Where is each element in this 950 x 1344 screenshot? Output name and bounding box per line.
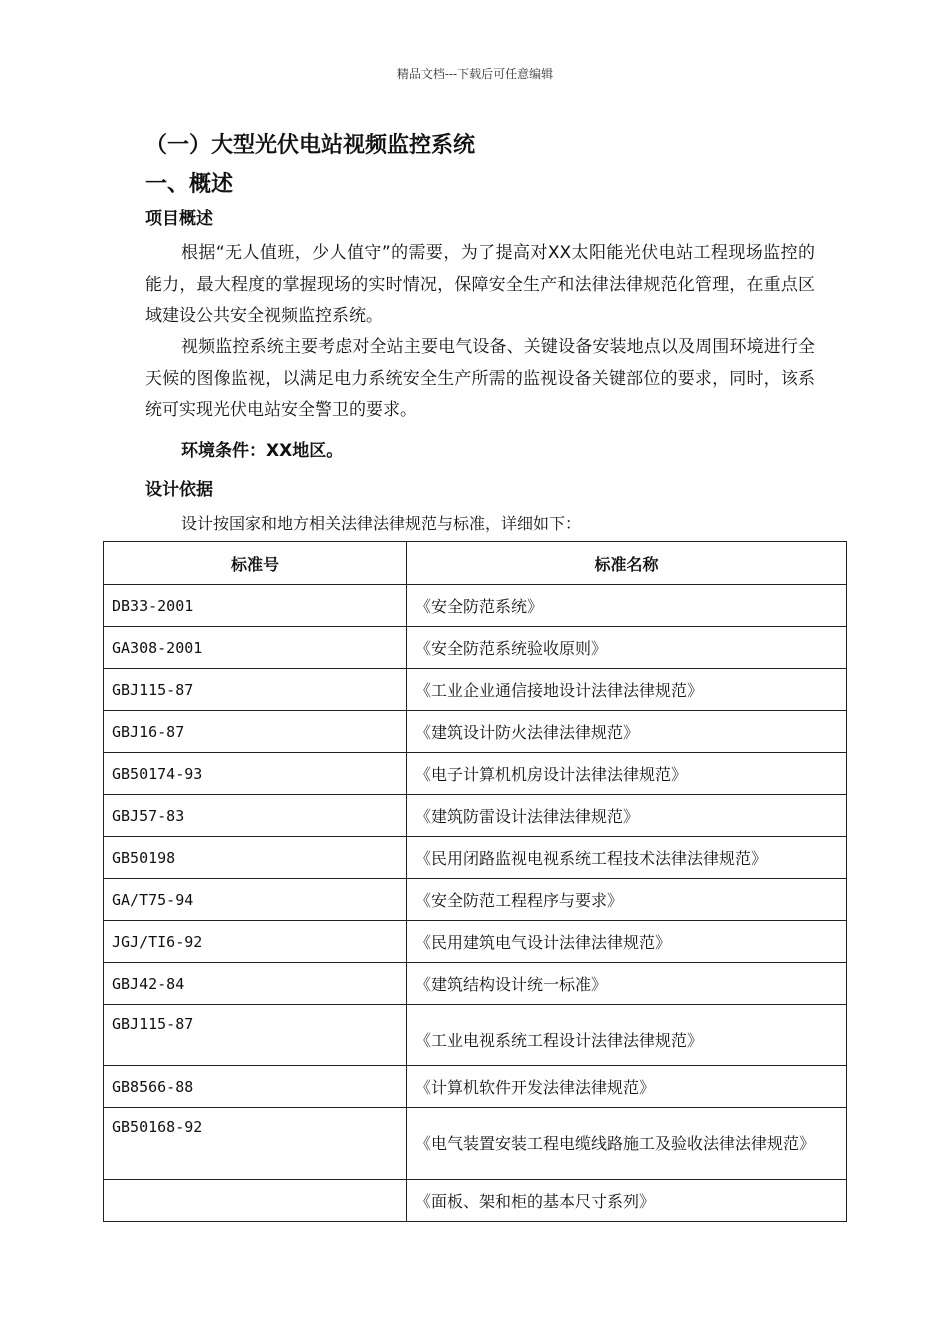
- environment-conditions: 环境条件：XX地区。: [181, 441, 344, 461]
- table-row: [104, 585, 847, 627]
- standard-name: 《电气装置安装工程电缆线路施工及验收法律法律规范》: [407, 1108, 847, 1180]
- section-title: 一、概述: [145, 172, 234, 197]
- standard-code: GB50174-93: [104, 753, 407, 795]
- design-basis-lead: 设计按国家和地方相关法律法律规范与标准，详细如下：: [181, 514, 582, 533]
- standards-table: [103, 541, 847, 1222]
- table-row: [104, 753, 847, 795]
- standard-code: GBJ16-87: [104, 711, 407, 753]
- standard-code: [104, 1180, 407, 1222]
- table-row: [104, 795, 847, 837]
- standard-code: GA/T75-94: [104, 879, 407, 921]
- standard-name: 《安全防范系统》: [407, 585, 847, 627]
- standard-name: 《建筑设计防火法律法律规范》: [407, 711, 847, 753]
- table-header-row: [104, 542, 847, 585]
- standard-code: GA308-2001: [104, 627, 407, 669]
- standard-name: 《安全防范系统验收原则》: [407, 627, 847, 669]
- project-overview-paragraph-1: 根据“无人值班，少人值守”的需要，为了提高对XX太阳能光伏电站工程现场监控的能力，最大程度的掌握现场的实时情况，保障安全生产和法律法律规范化管理，在重点区域建设公共安全视频监控系统。: [145, 243, 815, 326]
- table-row: [104, 963, 847, 1005]
- standard-name: 《民用闭路监视电视系统工程技术法律法律规范》: [407, 837, 847, 879]
- standard-code: GBJ42-84: [104, 963, 407, 1005]
- standard-name: 《面板、架和柜的基本尺寸系列》: [407, 1180, 847, 1222]
- design-basis-heading: 设计依据: [145, 480, 213, 500]
- table-row: [104, 879, 847, 921]
- standard-code: GB50168-92: [104, 1108, 407, 1180]
- standard-name: 《电子计算机机房设计法律法律规范》: [407, 753, 847, 795]
- standard-code: GB50198: [104, 837, 407, 879]
- table-row: [104, 1108, 847, 1180]
- standard-code: GBJ57-83: [104, 795, 407, 837]
- page-header: 精品文档---下载后可任意编辑: [396, 67, 554, 81]
- table-row: [104, 669, 847, 711]
- table-row: [104, 1066, 847, 1108]
- standard-code: GBJ115-87: [104, 1005, 407, 1066]
- standard-name: 《工业企业通信接地设计法律法律规范》: [407, 669, 847, 711]
- column-header-code: 标准号: [104, 542, 407, 585]
- standard-code: GBJ115-87: [104, 669, 407, 711]
- table-row: [104, 1180, 847, 1222]
- standard-code: GB8566-88: [104, 1066, 407, 1108]
- project-overview-heading: 项目概述: [145, 209, 213, 229]
- standard-name: 《民用建筑电气设计法律法律规范》: [407, 921, 847, 963]
- table-row: [104, 921, 847, 963]
- standard-code: DB33-2001: [104, 585, 407, 627]
- table-row: [104, 837, 847, 879]
- chapter-title: （一）大型光伏电站视频监控系统: [145, 133, 476, 158]
- column-header-name: 标准名称: [407, 542, 847, 585]
- standard-name: 《工业电视系统工程设计法律法律规范》: [407, 1005, 847, 1066]
- standard-code: JGJ/TI6-92: [104, 921, 407, 963]
- table-row: [104, 711, 847, 753]
- standard-name: 《计算机软件开发法律法律规范》: [407, 1066, 847, 1108]
- table-row: [104, 1005, 847, 1066]
- standard-name: 《建筑结构设计统一标准》: [407, 963, 847, 1005]
- project-overview-paragraph-2: 视频监控系统主要考虑对全站主要电气设备、关键设备安装地点以及周围环境进行全天候的图像监视，以满足电力系统安全生产所需的监视设备关键部位的要求，同时，该系统可实现光伏电站安全警卫的要求。: [145, 337, 815, 420]
- standard-name: 《安全防范工程程序与要求》: [407, 879, 847, 921]
- standard-name: 《建筑防雷设计法律法律规范》: [407, 795, 847, 837]
- table-row: [104, 627, 847, 669]
